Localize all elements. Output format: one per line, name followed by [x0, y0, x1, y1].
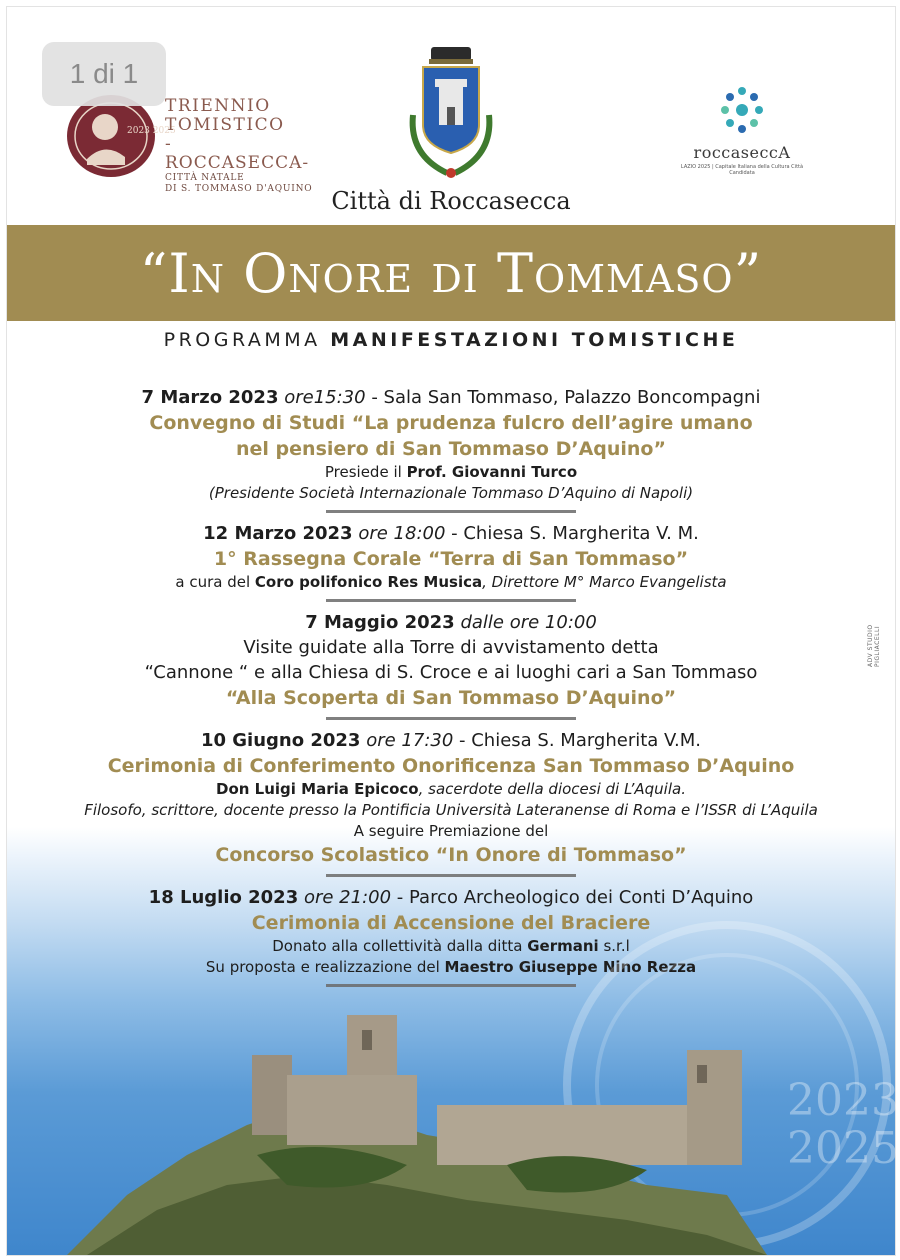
- separator: [326, 717, 576, 720]
- event-title2: Concorso Scolastico “In Onore di Tommaso”: [215, 844, 687, 866]
- event-place: - Parco Archeologico dei Conti D’Aquino: [391, 887, 754, 908]
- poster: [6, 6, 899, 1256]
- roccasecca-subline: LAZIO 2025 | Capitale Italiana della Cultura Città Candidata: [680, 164, 804, 176]
- programme-word: PROGRAMMA: [163, 329, 321, 351]
- programme-heading: [7, 329, 895, 351]
- event-time: ore 17:30: [366, 730, 454, 751]
- event-item: [7, 521, 895, 602]
- castle-landscape: [7, 995, 899, 1255]
- watermark-year1: 2023: [787, 1075, 899, 1126]
- event-place: - Sala San Tommaso, Palazzo Boncompagni: [365, 387, 761, 408]
- event-note2: [7, 800, 895, 821]
- event-time: dalle ore 10:00: [460, 612, 597, 633]
- event-desc2: “Cannone “ e alla Chiesa di S. Croce e ai luoghi cari a San Tommaso: [144, 662, 758, 683]
- note-bold: Don Luigi Maria Epicoco: [216, 780, 419, 798]
- separator: [326, 984, 576, 987]
- separator: [326, 510, 576, 513]
- event-date: 12 Marzo 2023: [203, 523, 353, 544]
- event-time: ore 18:00: [358, 523, 446, 544]
- triennio-line1: TRIENNIO: [165, 96, 271, 116]
- event-title: Cerimonia di Accensione del Braciere: [251, 912, 651, 934]
- separator: [326, 599, 576, 602]
- note-italic: Filosofo, scrittore, docente presso la Pontificia Università Lateranense di Roma e l’ISSR di L’Aquila: [84, 801, 818, 819]
- roccasecca-wordmark: roccaseccA: [693, 143, 791, 162]
- event-note2: [7, 483, 895, 504]
- event-date: 7 Marzo 2023: [141, 387, 279, 408]
- programme-bold: MANIFESTAZIONI TOMISTICHE: [330, 329, 739, 351]
- note-bold: Prof. Giovanni Turco: [406, 463, 578, 481]
- event-title: 1° Rassegna Corale “Terra di San Tommaso”: [213, 548, 689, 570]
- event-item: [7, 610, 895, 720]
- note-italic: (Presidente Società Internazionale Tommaso D’Aquino di Napoli): [208, 484, 694, 502]
- event-place: - Chiesa S. Margherita V. M.: [445, 523, 699, 544]
- triennio-line2: TOMISTICO: [165, 115, 285, 135]
- side-credit: ADV STUDIO PIGLIACELLI: [867, 624, 881, 667]
- triennio-line4: CITTÀ NATALE: [165, 173, 245, 183]
- event-place: - Chiesa S. Margherita V.M.: [453, 730, 702, 751]
- event-header: [7, 610, 895, 635]
- note-prefix: a cura del: [175, 573, 255, 591]
- event-header: [7, 521, 895, 546]
- note-bold: Coro polifonico Res Musica: [254, 573, 483, 591]
- event-list: [7, 385, 895, 995]
- watermark-year2: 2025: [787, 1123, 899, 1174]
- separator: [326, 874, 576, 877]
- note-bold: Germani: [527, 937, 599, 955]
- event-note: [7, 462, 895, 483]
- city-name: Città di Roccasecca: [331, 187, 571, 215]
- roccasecca-2025-logo: [677, 85, 807, 175]
- triennio-line5: DI S. TOMMASO D'AQUINO: [165, 184, 313, 194]
- triennio-line3: -ROCCASECCA-: [165, 134, 310, 173]
- event-header: [7, 385, 895, 410]
- note-prefix: Su proposta e realizzazione del: [205, 958, 445, 976]
- mosaic-logo-icon: [717, 85, 767, 135]
- note-suffix: s.r.l: [598, 937, 630, 955]
- title-banner: [7, 225, 895, 321]
- event-title: “Alla Scoperta di San Tommaso D’Aquino”: [225, 687, 677, 709]
- event-title: Cerimonia di Conferimento Onorificenza San Tommaso D’Aquino: [107, 755, 795, 777]
- event-note: [7, 572, 895, 593]
- event-title: Convegno di Studi “La prudenza fulcro dell’agire umano: [149, 412, 753, 434]
- event-date: 7 Maggio 2023: [305, 612, 455, 633]
- page-counter: 1 di 1: [42, 42, 166, 106]
- event-note: [7, 779, 895, 800]
- triennio-text: [165, 97, 315, 195]
- event-item: [7, 885, 895, 987]
- city-crest-icon: [401, 45, 501, 185]
- event-date: 18 Luglio 2023: [148, 887, 299, 908]
- event-item: [7, 385, 895, 513]
- seal-years: 2023 2025: [127, 126, 176, 136]
- note-italic: , sacerdote della diocesi di L’Aquila.: [418, 780, 686, 798]
- event-date: 10 Giugno 2023: [200, 730, 361, 751]
- event-header: [7, 728, 895, 753]
- event-header: [7, 885, 895, 910]
- event-title-cont: nel pensiero di San Tommaso D’Aquino”: [236, 438, 666, 460]
- note-bold: Maestro Giuseppe Nino Rezza: [444, 958, 697, 976]
- banner-title: “In Onore di Tommaso”: [139, 241, 763, 305]
- event-desc1: Visite guidate alla Torre di avvistamento detta: [243, 637, 659, 658]
- event-note3: A seguire Premiazione del: [353, 822, 549, 840]
- note-italic: , Direttore M° Marco Evangelista: [482, 573, 727, 591]
- note-prefix: Donato alla collettività dalla ditta: [272, 937, 528, 955]
- event-time: ore 21:00: [303, 887, 392, 908]
- note-prefix: Presiede il: [324, 463, 407, 481]
- event-time: ore15:30: [284, 387, 366, 408]
- event-item: [7, 728, 895, 877]
- event-note: [7, 936, 895, 957]
